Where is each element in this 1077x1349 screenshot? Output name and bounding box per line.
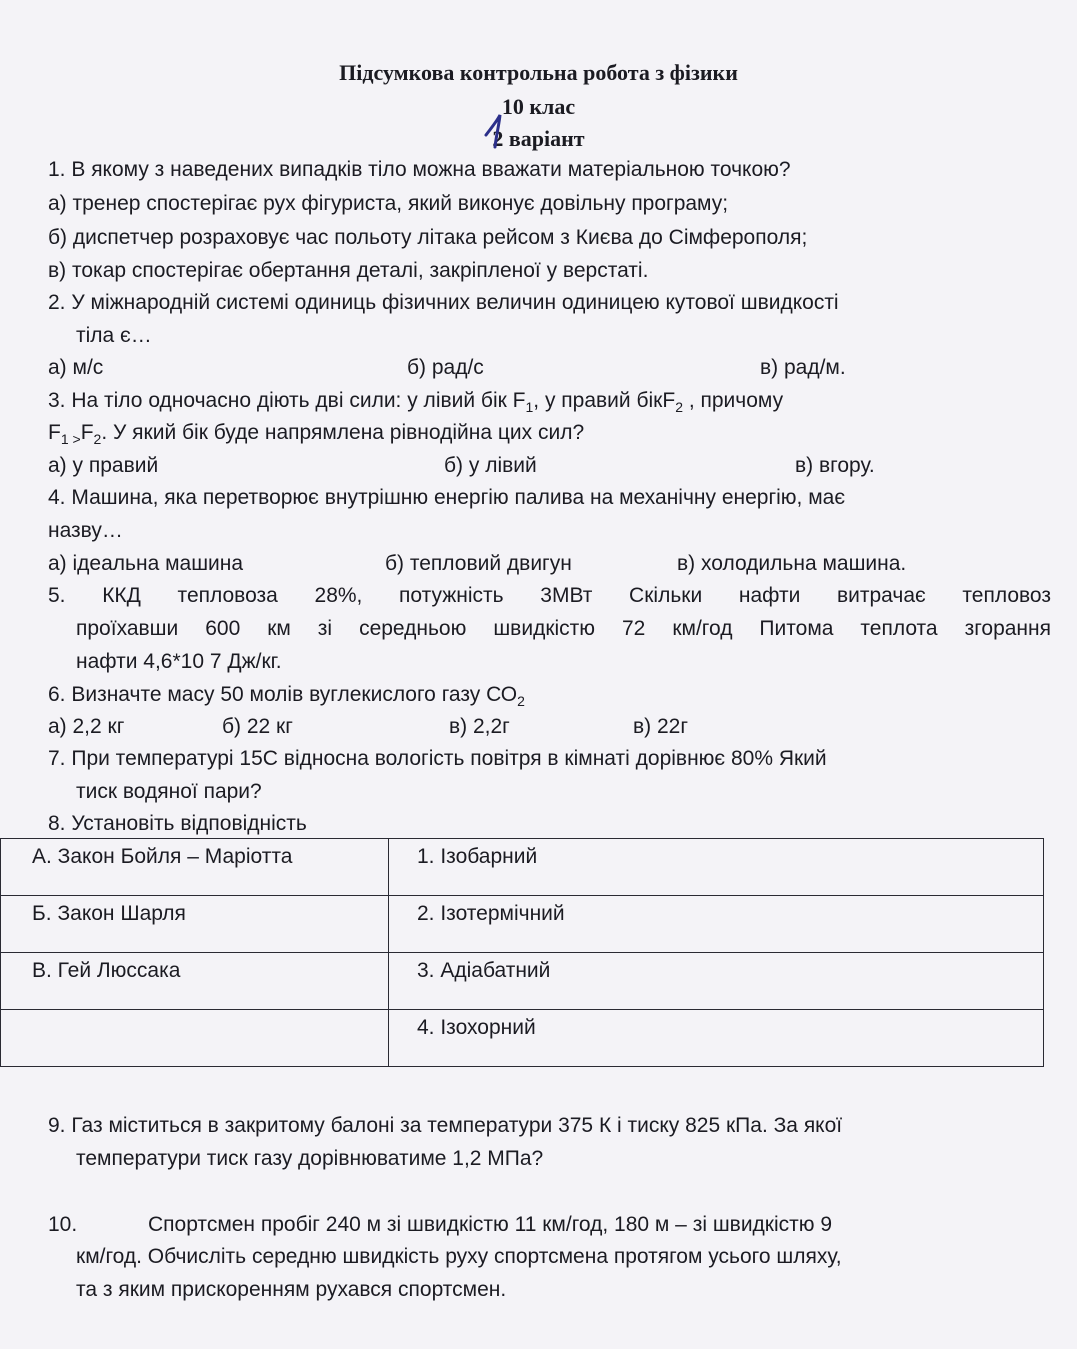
q3-question-line1: 3. На тіло одночасно діють дві сили: у лівий бік $F_1$, у правий бікF$_2$ , причому: [48, 389, 784, 416]
q4-question-line1: 4. Машина, яка перетворює внутрішню енергію палива на механічну енергію, має: [48, 486, 846, 509]
q5-question-line1: 5. ККД тепловоза 28%, потужність 3МВт Скільки нафти витрачає тепловоз: [48, 584, 1051, 607]
process-cell: 4. Ізохорний: [389, 1010, 1044, 1067]
handwritten-variant-mark: [482, 113, 508, 157]
q3-option-a: а) у правий: [48, 454, 159, 477]
table-row: [1, 896, 1044, 953]
variant-number: 2: [492, 126, 504, 151]
q1-option-b: б) диспетчер розраховує час польоту літака рейсом з Києва до Сімферополя;: [48, 226, 808, 249]
table-row: [1, 953, 1044, 1010]
law-cell: В. Гей Люссака: [1, 953, 389, 1010]
q8-title: 8. Установіть відповідність: [48, 812, 307, 835]
q10-question-line2: км/год. Обчисліть середню швидкість руху спортсмена протягом усього шляху,: [76, 1245, 842, 1268]
q1-option-c: в) токар спостерігає обертання деталі, закріпленої у верстаті.: [48, 259, 649, 282]
q6-option-b: б) 22 кг: [222, 715, 293, 738]
q8-matching-table: [0, 838, 1044, 1067]
q10-number: 10.: [48, 1213, 78, 1236]
law-cell: Б. Закон Шарля: [1, 896, 389, 953]
q7-question-line1: 7. При температурі 15С відносна вологість повітря в кімнаті дорівнює 80% Який: [48, 747, 827, 770]
q4-option-a: а) ідеальна машина: [48, 552, 244, 575]
q6-option-d: в) 22г: [633, 715, 689, 738]
q6-option-a: а) 2,2 кг: [48, 715, 125, 738]
q2-question-line2: тіла є…: [76, 324, 152, 347]
process-cell: 2. Ізотермічний: [389, 896, 1044, 953]
q3-question-line2: $F_{1 >}F_2$. У який бік буде напрямлена рівнодійна цих сил?: [48, 421, 585, 448]
q7-question-line2: тиск водяної пари?: [76, 780, 262, 803]
q3-option-c: в) вгору.: [795, 454, 875, 477]
variant-label: варіант: [508, 126, 585, 151]
page-title: Підсумкова контрольна робота з фізики: [339, 60, 738, 85]
q9-question-line2: температури тиск газу дорівнюватиме 1,2 МПа?: [76, 1147, 544, 1170]
q6-question: 6. Визначте масу 50 молів вуглекислого газу $СО_2$: [48, 683, 525, 710]
q4-option-b: б) тепловий двигун: [385, 552, 572, 575]
q4-option-c: в) холодильна машина.: [677, 552, 907, 575]
q10-question-line1: Спортсмен пробіг 240 м зі швидкістю 11 км/год, 180 м – зі швидкістю 9: [148, 1213, 833, 1236]
q3-option-b: б) у лівий: [444, 454, 537, 477]
q2-question-line1: 2. У міжнародній системі одиниць фізичних величин одиницею кутової швидкості: [48, 291, 839, 314]
q1-question: 1. В якому з наведених випадків тіло можна вважати матеріальною точкою?: [48, 158, 791, 181]
q6-option-c: в) 2,2г: [449, 715, 510, 738]
law-cell: [1, 1010, 389, 1067]
law-cell: А. Закон Бойля – Маріотта: [1, 839, 389, 896]
q4-question-line2: назву…: [48, 519, 123, 542]
q9-question-line1: 9. Газ міститься в закритому балоні за температури 375 К і тиску 825 кПа. За якої: [48, 1114, 843, 1137]
q5-question-line2: проїхавши 600 км зі середньою швидкістю 72 км/год Питома теплота згорання: [76, 617, 1051, 640]
table-row: [1, 1010, 1044, 1067]
q2-option-a: а) м/с: [48, 356, 104, 379]
table-row: [1, 839, 1044, 896]
grade-label: 10 клас: [501, 94, 576, 119]
q2-option-c: в) рад/м.: [760, 356, 846, 379]
process-cell: 1. Ізобарний: [389, 839, 1044, 896]
variant-heading: [0, 126, 1077, 152]
q5-question-line3: нафти 4,6*10 7 Дж/кг.: [76, 650, 282, 673]
q2-option-b: б) рад/с: [407, 356, 484, 379]
q10-question-line3: та з яким прискоренням рухався спортсмен.: [76, 1278, 507, 1301]
q1-option-a: а) тренер спостерігає рух фігуриста, який виконує довільну програму;: [48, 192, 729, 215]
process-cell: 3. Адіабатний: [389, 953, 1044, 1010]
